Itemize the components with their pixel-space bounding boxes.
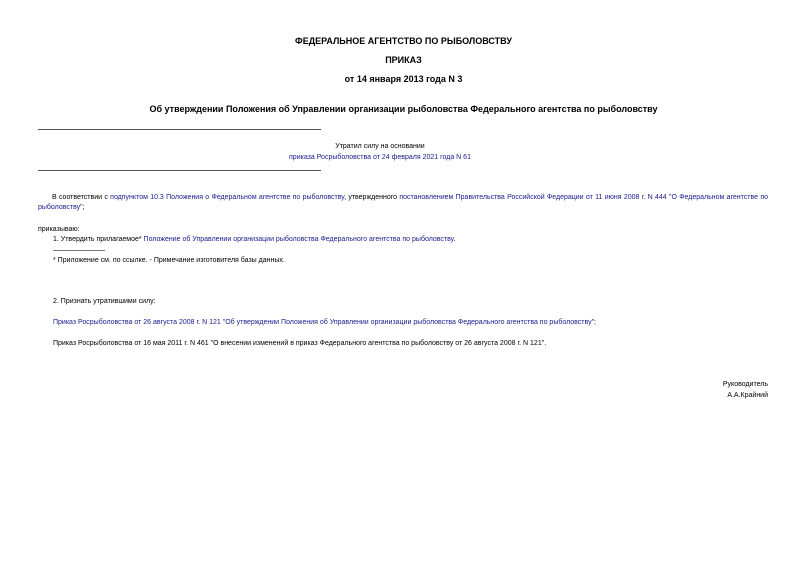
item1-prefix: 1. Утвердить прилагаемое* <box>53 236 144 243</box>
item1-end: . <box>453 236 456 243</box>
document-title: Об утверждении Положения об Управлении организации рыболовства Федерального агентства по рыболовству <box>149 104 658 114</box>
signature-name: А.А.Крайний <box>727 392 768 399</box>
agency-name: ФЕДЕРАЛЬНОЕ АГЕНТСТВО ПО РЫБОЛОВСТВУ <box>295 36 512 46</box>
document-type: ПРИКАЗ <box>385 55 422 65</box>
status-top-divider <box>38 129 321 130</box>
repeal-order-link[interactable]: приказа Росрыболовства от 24 февраля 2021 года N 61 <box>289 154 471 161</box>
document-date-number: от 14 января 2013 года N 3 <box>344 74 463 84</box>
preamble-end: ; <box>82 204 85 211</box>
repealed-order-2: Приказ Росрыболовства от 16 мая 2011 г. N 461 "О внесении изменений в приказ Федерального агентства по рыболовству от 26 августа 2008 г. N 121". <box>53 340 547 347</box>
regulation-link[interactable]: подпунктом 10.3 Положения о Федеральном агентстве по рыболовству <box>110 194 345 201</box>
preamble-intro: В соответствии с <box>52 194 111 201</box>
regulation-document-link[interactable]: Положение об Управлении организации рыболовства Федерального агентства по рыболовству <box>143 236 454 243</box>
prikazyvayu-label: приказываю: <box>38 226 80 233</box>
footnote-divider <box>53 250 105 251</box>
order-item-1 <box>53 235 773 245</box>
status-note: Утратил силу на основании <box>335 143 425 150</box>
status-bottom-divider <box>38 170 321 171</box>
preamble-paragraph <box>38 193 768 213</box>
repealed-order-1-link[interactable]: Приказ Росрыболовства от 26 августа 2008 г. N 121 "Об утверждении Положения об Управлении организации рыболовства Федерального агентства по рыболовству"; <box>53 319 596 326</box>
government-resolution-link[interactable]: постановлением Правительства Российской Федерации от 11 июня 2008 г. N 444 "О Федеральном агентстве по рыболовству" <box>38 194 769 211</box>
preamble-mid: , утвержденного <box>344 194 400 201</box>
signature-position: Руководитель <box>722 381 768 388</box>
order-item-2: 2. Признать утратившими силу: <box>53 298 156 305</box>
footnote: * Приложение см. по ссылке. - Примечание изготовителя базы данных. <box>53 257 285 264</box>
